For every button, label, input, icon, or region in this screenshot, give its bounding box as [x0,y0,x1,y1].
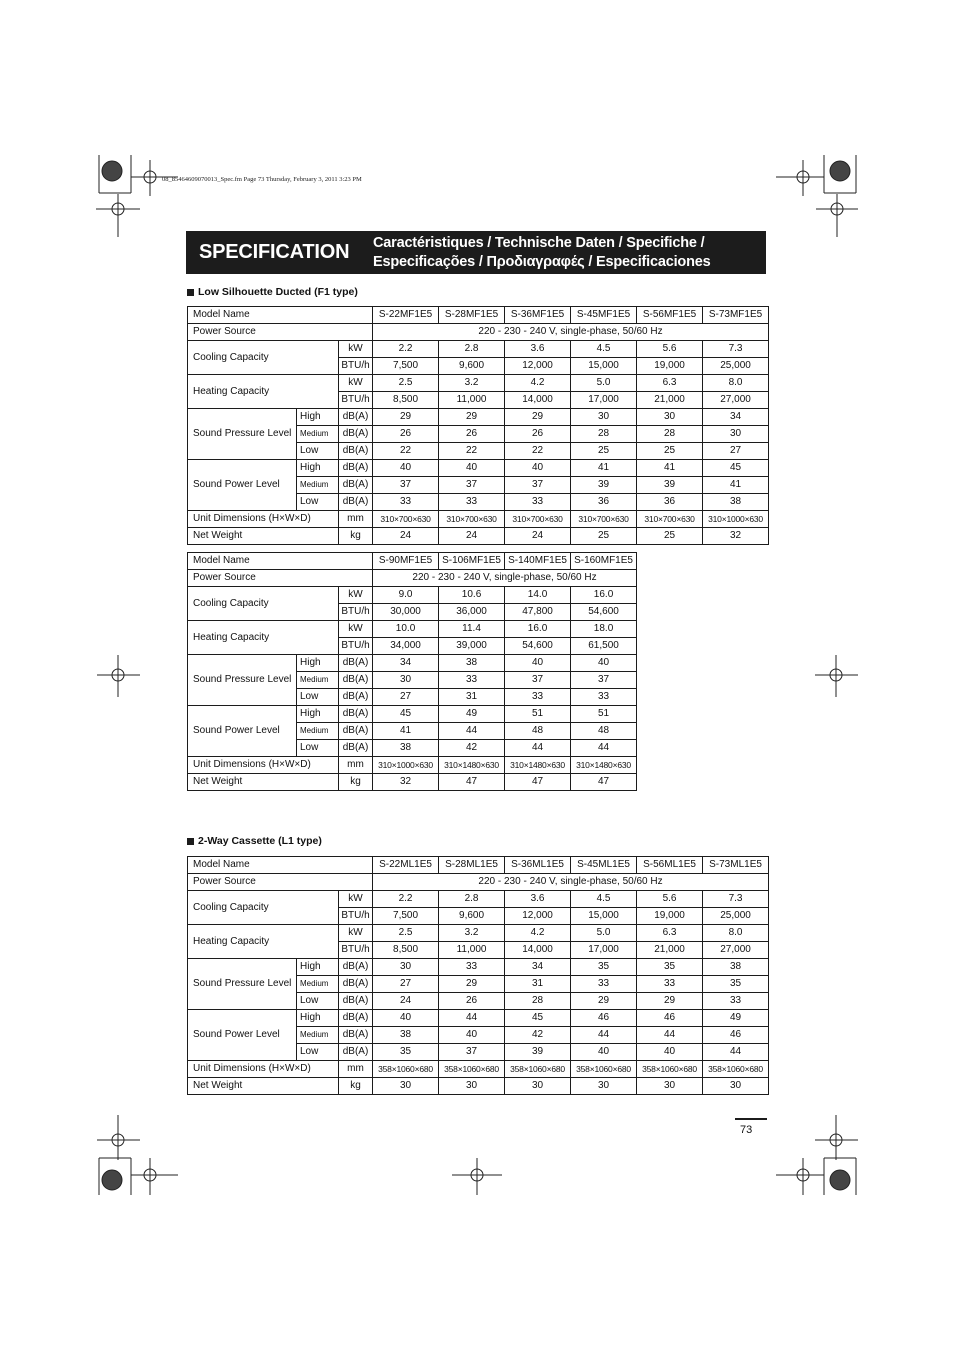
unit-dba: dB(A) [339,655,373,672]
spl-low-value: 31 [439,689,505,706]
unit-btuh: BTU/h [339,638,373,655]
spl-med-value: 29 [439,976,505,993]
weight-value: 24 [373,528,439,545]
spl-low-value: 25 [637,443,703,460]
cool-kw-value: 2.8 [439,341,505,358]
swl-high-value: 40 [373,1010,439,1027]
swl-med-value: 38 [373,1027,439,1044]
cool-btu-value: 36,000 [439,604,505,621]
heat-btu-value: 61,500 [571,638,637,655]
spl-low-value: 33 [703,993,769,1010]
cool-kw-value: 4.5 [571,341,637,358]
unit-dimensions-label: Unit Dimensions (H×W×D) [188,511,339,528]
spl-high-value: 38 [703,959,769,976]
cool-kw-value: 3.6 [505,891,571,908]
swl-med-value: 48 [571,723,637,740]
spl-low-value: 28 [505,993,571,1010]
model-value: S-56ML1E5 [637,857,703,874]
weight-value: 30 [439,1078,505,1095]
dims-value: 310×700×630 [439,511,505,528]
swl-low-value: 33 [439,494,505,511]
unit-dba: dB(A) [339,443,373,460]
unit-dba: dB(A) [339,494,373,511]
dims-value: 358×1060×680 [373,1061,439,1078]
dims-value: 310×1000×630 [373,757,439,774]
dims-value: 358×1060×680 [505,1061,571,1078]
swl-high-value: 51 [571,706,637,723]
spl-med-value: 33 [571,976,637,993]
model-value: S-73MF1E5 [703,307,769,324]
banner-subtitle-line2: Especificações / Προδιαγραφές / Especificaciones [373,253,711,270]
swl-high-value: 51 [505,706,571,723]
cool-btu-value: 25,000 [703,358,769,375]
level-low: Low [297,494,339,511]
level-medium: Medium [297,976,339,993]
model-value: S-36MF1E5 [505,307,571,324]
unit-dimensions-label: Unit Dimensions (H×W×D) [188,1061,339,1078]
swl-high-value: 45 [373,706,439,723]
heat-kw-value: 8.0 [703,375,769,392]
cool-btu-value: 7,500 [373,358,439,375]
weight-value: 24 [505,528,571,545]
spl-med-value: 28 [571,426,637,443]
level-high: High [297,959,339,976]
swl-high-value: 45 [703,460,769,477]
spl-med-value: 26 [373,426,439,443]
model-value: S-45ML1E5 [571,857,637,874]
cool-kw-value: 5.6 [637,891,703,908]
model-value: S-160MF1E5 [571,553,637,570]
cool-kw-value: 9.0 [373,587,439,604]
sound-pressure-level-label: Sound Pressure Level [188,655,297,706]
cool-btu-value: 30,000 [373,604,439,621]
model-value: S-106MF1E5 [439,553,505,570]
cool-kw-value: 2.8 [439,891,505,908]
sound-power-level-label: Sound Power Level [188,1010,297,1061]
spl-high-value: 29 [373,409,439,426]
dims-value: 310×1480×630 [571,757,637,774]
swl-low-value: 44 [571,740,637,757]
swl-low-value: 39 [505,1044,571,1061]
heat-kw-value: 2.5 [373,375,439,392]
swl-high-value: 46 [637,1010,703,1027]
level-low: Low [297,740,339,757]
cool-btu-value: 15,000 [571,358,637,375]
spl-med-value: 37 [505,672,571,689]
spl-high-value: 33 [439,959,505,976]
cool-kw-value: 3.6 [505,341,571,358]
swl-med-value: 44 [439,723,505,740]
swl-med-value: 44 [571,1027,637,1044]
unit-btuh: BTU/h [339,358,373,375]
cool-btu-value: 19,000 [637,908,703,925]
heat-kw-value: 6.3 [637,925,703,942]
heat-btu-value: 39,000 [439,638,505,655]
unit-dba: dB(A) [339,993,373,1010]
swl-low-value: 42 [439,740,505,757]
spl-low-value: 33 [571,689,637,706]
dims-value: 310×700×630 [373,511,439,528]
registration-dot-icon [102,161,122,181]
level-high: High [297,706,339,723]
heating-capacity-label: Heating Capacity [188,925,339,959]
spl-low-value: 22 [439,443,505,460]
level-medium: Medium [297,1027,339,1044]
swl-high-value: 40 [373,460,439,477]
unit-kw: kW [339,341,373,358]
heat-btu-value: 27,000 [703,392,769,409]
spl-high-value: 40 [571,655,637,672]
heat-btu-value: 34,000 [373,638,439,655]
swl-low-value: 40 [637,1044,703,1061]
swl-med-value: 42 [505,1027,571,1044]
weight-value: 47 [571,774,637,791]
unit-kw: kW [339,375,373,392]
level-low: Low [297,993,339,1010]
heat-kw-value: 3.2 [439,925,505,942]
heat-kw-value: 5.0 [571,925,637,942]
heat-btu-value: 21,000 [637,942,703,959]
swl-low-value: 35 [373,1044,439,1061]
level-medium: Medium [297,426,339,443]
section-title-f1-text: Low Silhouette Ducted (F1 type) [198,286,358,298]
unit-dba: dB(A) [339,723,373,740]
cool-btu-value: 25,000 [703,908,769,925]
unit-mm: mm [339,1061,373,1078]
heating-capacity-label: Heating Capacity [188,621,339,655]
dims-value: 310×700×630 [571,511,637,528]
unit-dba: dB(A) [339,689,373,706]
level-medium: Medium [297,477,339,494]
cool-kw-value: 14.0 [505,587,571,604]
unit-kg: kg [339,528,373,545]
unit-kg: kg [339,1078,373,1095]
unit-mm: mm [339,511,373,528]
unit-dba: dB(A) [339,740,373,757]
unit-btuh: BTU/h [339,392,373,409]
weight-value: 25 [637,528,703,545]
spl-high-value: 30 [571,409,637,426]
level-low: Low [297,1044,339,1061]
dims-value: 358×1060×680 [571,1061,637,1078]
unit-dba: dB(A) [339,1027,373,1044]
dims-value: 310×700×630 [505,511,571,528]
spl-med-value: 31 [505,976,571,993]
heat-kw-value: 10.0 [373,621,439,638]
weight-value: 25 [571,528,637,545]
heat-btu-value: 14,000 [505,942,571,959]
heat-kw-value: 2.5 [373,925,439,942]
level-low: Low [297,689,339,706]
spl-med-value: 30 [373,672,439,689]
weight-value: 47 [505,774,571,791]
unit-kw: kW [339,891,373,908]
heat-btu-value: 14,000 [505,392,571,409]
heat-btu-value: 27,000 [703,942,769,959]
dims-value: 358×1060×680 [703,1061,769,1078]
model-name-label: Model Name [188,857,373,874]
swl-low-value: 37 [439,1044,505,1061]
spl-med-value: 30 [703,426,769,443]
weight-value: 30 [571,1078,637,1095]
spl-high-value: 34 [703,409,769,426]
weight-value: 30 [703,1078,769,1095]
cool-kw-value: 10.6 [439,587,505,604]
spl-high-value: 34 [373,655,439,672]
unit-dba: dB(A) [339,706,373,723]
unit-kw: kW [339,587,373,604]
spl-med-value: 33 [439,672,505,689]
swl-low-value: 40 [571,1044,637,1061]
swl-med-value: 41 [373,723,439,740]
swl-low-value: 44 [505,740,571,757]
weight-value: 32 [373,774,439,791]
cool-btu-value: 7,500 [373,908,439,925]
swl-med-value: 41 [703,477,769,494]
heat-btu-value: 11,000 [439,392,505,409]
unit-kg: kg [339,774,373,791]
spl-high-value: 35 [571,959,637,976]
swl-high-value: 41 [571,460,637,477]
unit-dba: dB(A) [339,672,373,689]
unit-dba: dB(A) [339,1044,373,1061]
unit-dba: dB(A) [339,477,373,494]
swl-med-value: 39 [571,477,637,494]
swl-high-value: 49 [703,1010,769,1027]
heat-kw-value: 4.2 [505,925,571,942]
unit-dba: dB(A) [339,426,373,443]
heat-kw-value: 5.0 [571,375,637,392]
swl-high-value: 45 [505,1010,571,1027]
level-high: High [297,655,339,672]
cool-btu-value: 12,000 [505,908,571,925]
cool-btu-value: 9,600 [439,358,505,375]
unit-dba: dB(A) [339,409,373,426]
heat-kw-value: 6.3 [637,375,703,392]
power-source-label: Power Source [188,324,373,341]
sound-pressure-level-label: Sound Pressure Level [188,409,297,460]
swl-high-value: 46 [571,1010,637,1027]
heat-kw-value: 8.0 [703,925,769,942]
level-high: High [297,409,339,426]
sound-power-level-label: Sound Power Level [188,706,297,757]
spl-low-value: 22 [505,443,571,460]
cool-btu-value: 15,000 [571,908,637,925]
spl-low-value: 25 [571,443,637,460]
spl-high-value: 35 [637,959,703,976]
model-value: S-45MF1E5 [571,307,637,324]
spl-low-value: 33 [505,689,571,706]
heating-capacity-label: Heating Capacity [188,375,339,409]
cool-kw-value: 2.2 [373,891,439,908]
unit-btuh: BTU/h [339,942,373,959]
heat-kw-value: 11.4 [439,621,505,638]
swl-low-value: 36 [637,494,703,511]
unit-dba: dB(A) [339,976,373,993]
spl-low-value: 27 [703,443,769,460]
net-weight-label: Net Weight [188,774,339,791]
level-medium: Medium [297,672,339,689]
weight-value: 24 [439,528,505,545]
heat-btu-value: 8,500 [373,392,439,409]
model-name-label: Model Name [188,553,373,570]
heat-kw-value: 4.2 [505,375,571,392]
swl-low-value: 33 [373,494,439,511]
dims-value: 358×1060×680 [439,1061,505,1078]
cool-btu-value: 9,600 [439,908,505,925]
dims-value: 310×1480×630 [439,757,505,774]
swl-high-value: 49 [439,706,505,723]
dims-value: 310×1000×630 [703,511,769,528]
unit-kw: kW [339,925,373,942]
cool-btu-value: 19,000 [637,358,703,375]
spl-med-value: 26 [439,426,505,443]
cool-kw-value: 16.0 [571,587,637,604]
swl-med-value: 37 [439,477,505,494]
spl-low-value: 26 [439,993,505,1010]
heat-kw-value: 3.2 [439,375,505,392]
power-source-label: Power Source [188,570,373,587]
cool-btu-value: 12,000 [505,358,571,375]
spl-high-value: 29 [505,409,571,426]
swl-med-value: 46 [703,1027,769,1044]
heat-btu-value: 54,600 [505,638,571,655]
banner-subtitle-line1: Caractéristiques / Technische Daten / Specifiche / [373,234,705,251]
model-value: S-28MF1E5 [439,307,505,324]
weight-value: 47 [439,774,505,791]
weight-value: 30 [505,1078,571,1095]
cool-kw-value: 4.5 [571,891,637,908]
cool-kw-value: 2.2 [373,341,439,358]
sound-power-level-label: Sound Power Level [188,460,297,511]
power-source-value: 220 - 230 - 240 V, single-phase, 50/60 Hz [373,874,769,891]
cooling-capacity-label: Cooling Capacity [188,587,339,621]
level-low: Low [297,443,339,460]
net-weight-label: Net Weight [188,1078,339,1095]
spl-med-value: 26 [505,426,571,443]
power-source-value: 220 - 230 - 240 V, single-phase, 50/60 Hz [373,324,769,341]
spl-high-value: 34 [505,959,571,976]
model-value: S-28ML1E5 [439,857,505,874]
spl-low-value: 29 [637,993,703,1010]
sound-pressure-level-label: Sound Pressure Level [188,959,297,1010]
heat-btu-value: 8,500 [373,942,439,959]
swl-low-value: 38 [703,494,769,511]
swl-med-value: 48 [505,723,571,740]
heat-kw-value: 18.0 [571,621,637,638]
cool-kw-value: 7.3 [703,341,769,358]
swl-low-value: 38 [373,740,439,757]
spl-med-value: 37 [571,672,637,689]
spl-med-value: 33 [637,976,703,993]
page-number: 73 [740,1124,753,1136]
weight-value: 30 [373,1078,439,1095]
spl-low-value: 27 [373,689,439,706]
model-value: S-22MF1E5 [373,307,439,324]
cool-kw-value: 5.6 [637,341,703,358]
swl-med-value: 40 [439,1027,505,1044]
spl-low-value: 24 [373,993,439,1010]
heat-btu-value: 17,000 [571,942,637,959]
spl-med-value: 27 [373,976,439,993]
unit-dba: dB(A) [339,959,373,976]
power-source-value: 220 - 230 - 240 V, single-phase, 50/60 Hz [373,570,637,587]
model-value: S-22ML1E5 [373,857,439,874]
swl-low-value: 36 [571,494,637,511]
cool-kw-value: 7.3 [703,891,769,908]
spl-high-value: 40 [505,655,571,672]
unit-btuh: BTU/h [339,604,373,621]
banner-title: SPECIFICATION [199,241,350,263]
unit-mm: mm [339,757,373,774]
model-value: S-73ML1E5 [703,857,769,874]
unit-dba: dB(A) [339,1010,373,1027]
file-header-line: 08_85464609070013_Spec.fm Page 73 Thursday, February 3, 2011 3:23 PM [162,176,362,183]
spl-med-value: 35 [703,976,769,993]
dims-value: 310×1480×630 [505,757,571,774]
swl-low-value: 44 [703,1044,769,1061]
weight-value: 30 [637,1078,703,1095]
spl-med-value: 28 [637,426,703,443]
spl-high-value: 30 [373,959,439,976]
swl-med-value: 37 [373,477,439,494]
heat-btu-value: 17,000 [571,392,637,409]
spl-low-value: 29 [571,993,637,1010]
unit-btuh: BTU/h [339,908,373,925]
swl-high-value: 41 [637,460,703,477]
weight-value: 32 [703,528,769,545]
spl-low-value: 22 [373,443,439,460]
heat-kw-value: 16.0 [505,621,571,638]
swl-med-value: 39 [637,477,703,494]
swl-med-value: 37 [505,477,571,494]
unit-dba: dB(A) [339,460,373,477]
swl-low-value: 33 [505,494,571,511]
swl-high-value: 44 [439,1010,505,1027]
unit-dimensions-label: Unit Dimensions (H×W×D) [188,757,339,774]
spl-high-value: 38 [439,655,505,672]
model-value: S-56MF1E5 [637,307,703,324]
cool-btu-value: 54,600 [571,604,637,621]
heat-btu-value: 11,000 [439,942,505,959]
cool-btu-value: 47,800 [505,604,571,621]
swl-med-value: 44 [637,1027,703,1044]
spl-high-value: 29 [439,409,505,426]
heat-btu-value: 21,000 [637,392,703,409]
cooling-capacity-label: Cooling Capacity [188,891,339,925]
dims-value: 358×1060×680 [637,1061,703,1078]
section-title-l1-text: 2-Way Cassette (L1 type) [198,835,322,847]
model-value: S-90MF1E5 [373,553,439,570]
power-source-label: Power Source [188,874,373,891]
dims-value: 310×700×630 [637,511,703,528]
net-weight-label: Net Weight [188,528,339,545]
spl-high-value: 30 [637,409,703,426]
level-high: High [297,460,339,477]
model-name-label: Model Name [188,307,373,324]
level-medium: Medium [297,723,339,740]
swl-high-value: 40 [439,460,505,477]
swl-high-value: 40 [505,460,571,477]
cooling-capacity-label: Cooling Capacity [188,341,339,375]
level-high: High [297,1010,339,1027]
unit-kw: kW [339,621,373,638]
model-value: S-36ML1E5 [505,857,571,874]
model-value: S-140MF1E5 [505,553,571,570]
